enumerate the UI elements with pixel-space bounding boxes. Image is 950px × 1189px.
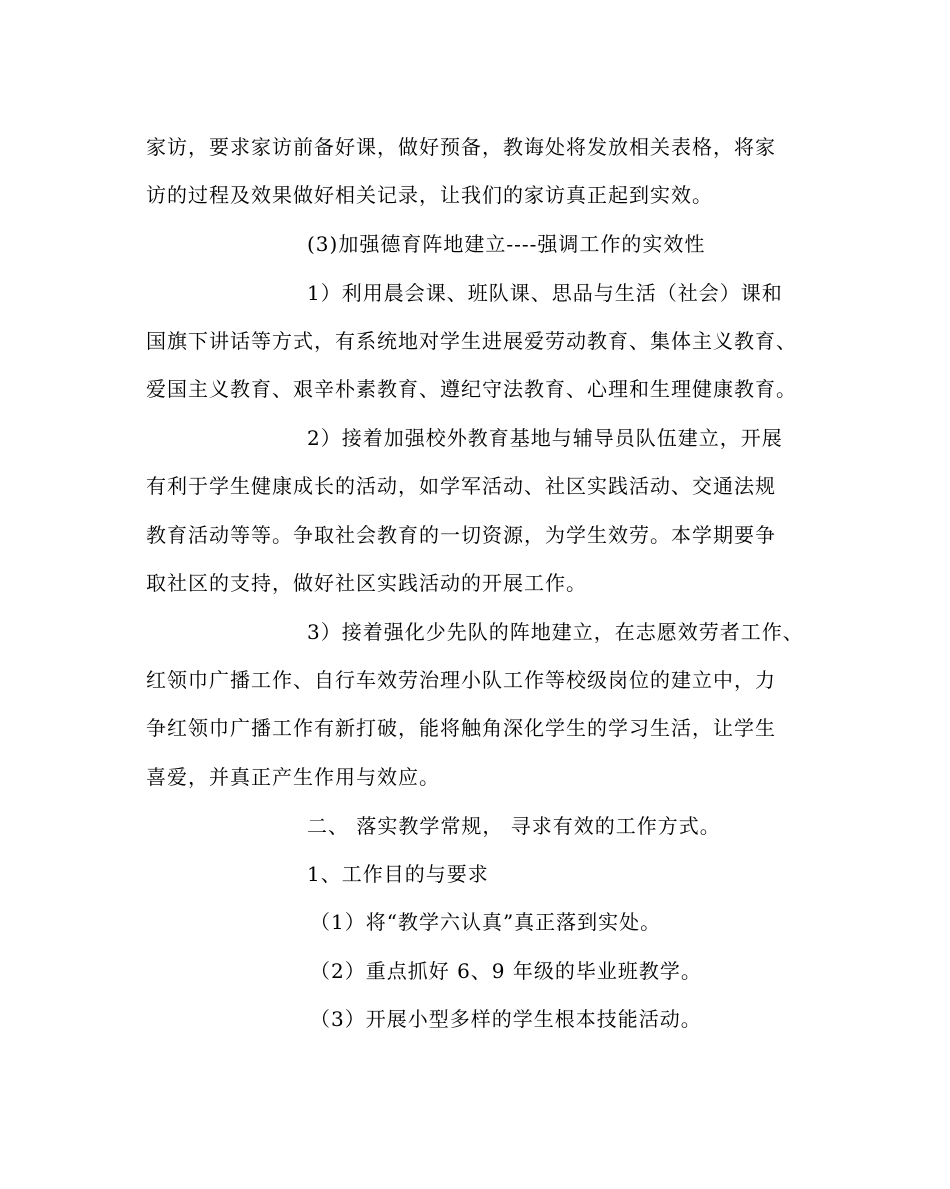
paragraph-line: 2）接着加强校外教育基地与辅导员队伍建立，开展 [307, 426, 783, 450]
paragraph-line: 国旗下讲话等方式，有系统地对学生进展爱劳动教育、集体主义教育、 [146, 329, 797, 353]
section-heading: 二、 落实教学常规， 寻求有效的工作方式。 [307, 814, 721, 838]
paragraph-line: 取社区的支持，做好社区实践活动的开展工作。 [146, 571, 587, 595]
paragraph-line: 有利于学生健康成长的活动，如学军活动、社区实践活动、交通法规 [146, 474, 776, 498]
paragraph-line: 爱国主义教育、艰辛朴素教育、遵纪守法教育、心理和生理健康教育。 [146, 377, 797, 401]
list-item: （2）重点抓好 6、9 年级的毕业班教学。 [310, 959, 702, 983]
list-item: （1）将“教学六认真”真正落到实处。 [310, 910, 662, 934]
paragraph-line: 争红领巾广播工作有新打破，能将触角深化学生的学习生活，让学生 [146, 716, 776, 740]
paragraph-line: 红领巾广播工作、自行车效劳治理小队工作等校级岗位的建立中，力 [146, 668, 776, 692]
paragraph-line: 教育活动等等。争取社会教育的一切资源，为学生效劳。本学期要争 [146, 523, 776, 547]
paragraph-line: 1）利用晨会课、班队课、思品与生活（社会）课和 [307, 281, 783, 305]
paragraph-line: 喜爱，并真正产生作用与效应。 [146, 765, 440, 789]
paragraph-line: 家访，要求家访前备好课，做好预备，教诲处将发放相关表格，将家 [146, 135, 776, 159]
paragraph-line: 3）接着强化少先队的阵地建立，在志愿效劳者工作、 [307, 620, 804, 644]
subsection-heading: 1、工作目的与要求 [307, 862, 489, 886]
paragraph-line: 访的过程及效果做好相关记录，让我们的家访真正起到实效。 [146, 183, 713, 207]
section-heading: (3)加强德育阵地建立----强调工作的实效性 [307, 232, 706, 256]
list-item: （3）开展小型多样的学生根本技能活动。 [310, 1007, 702, 1031]
